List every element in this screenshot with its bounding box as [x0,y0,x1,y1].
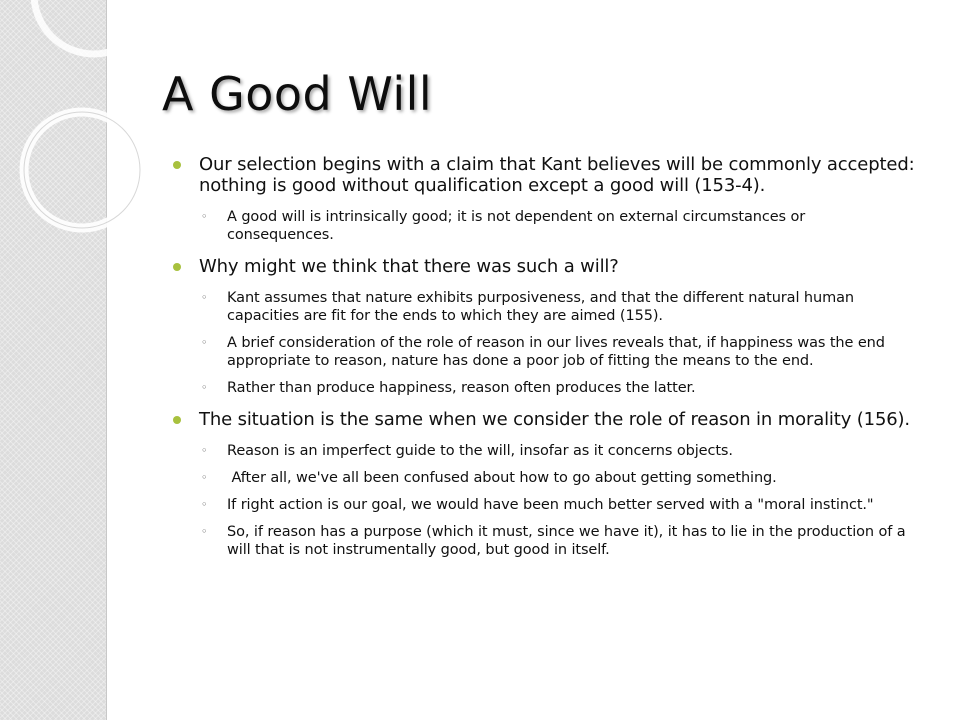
sub-bullet-item [173,442,907,460]
sub-bullet-text: After all, we've all been confused about how to go about getting something. [227,470,777,486]
hollow-circle-icon: ◦ [201,498,208,511]
slide-content [173,154,933,568]
sub-bullet-item [173,496,907,514]
sub-bullet-text: Reason is an imperfect guide to the will, insofar as it concerns objects. [227,443,733,459]
sub-bullet-text: If right action is our goal, we would have been much better served with a "moral instinct." [227,497,874,513]
hollow-circle-icon: ◦ [201,471,208,484]
sub-bullet-text: A brief consideration of the role of reason in our lives reveals that, if happiness was the end appropriate to reason, nature has done a poor job of fitting the means to the end. [227,335,885,369]
sub-bullet-text: So, if reason has a purpose (which it must, since we have it), it has to lie in the production of a will that is not instrumentally good, but good in itself. [227,524,906,558]
bullet-item [173,256,933,277]
hollow-circle-icon: ◦ [201,381,208,394]
bullet-item [173,409,933,430]
sub-bullet-text: A good will is intrinsically good; it is not dependent on external circumstances or consequences. [227,209,806,243]
sub-bullet-text: Kant assumes that nature exhibits purposiveness, and that the different natural human capacities are fit for the ends to which they are aimed (155). [227,290,854,324]
sub-bullet-item [173,523,907,559]
sub-bullet-item [173,379,907,397]
hollow-circle-icon: ◦ [201,525,208,538]
sub-bullet-item [173,469,907,487]
sub-bullet-item [173,289,907,325]
hollow-circle-icon: ◦ [201,444,208,457]
bullet-text: Why might we think that there was such a will? [199,256,619,277]
bullet-dot-icon [173,416,181,424]
bullet-dot-icon [173,161,181,169]
hollow-circle-icon: ◦ [201,291,208,304]
sub-bullet-item [173,334,907,370]
slide-title: A Good Will [162,67,433,121]
bullet-item [173,154,933,196]
bullet-text: The situation is the same when we consider the role of reason in morality (156). [199,409,910,430]
sub-bullet-text: Rather than produce happiness, reason often produces the latter. [227,380,696,396]
sub-bullet-item [173,208,907,244]
bullet-text: Our selection begins with a claim that Kant believes will be commonly accepted: nothing is good without qualification except a good will (153-4). [199,154,915,196]
bullet-dot-icon [173,263,181,271]
decorative-circles [0,0,200,300]
hollow-circle-icon: ◦ [201,336,208,349]
hollow-circle-icon: ◦ [201,210,208,223]
